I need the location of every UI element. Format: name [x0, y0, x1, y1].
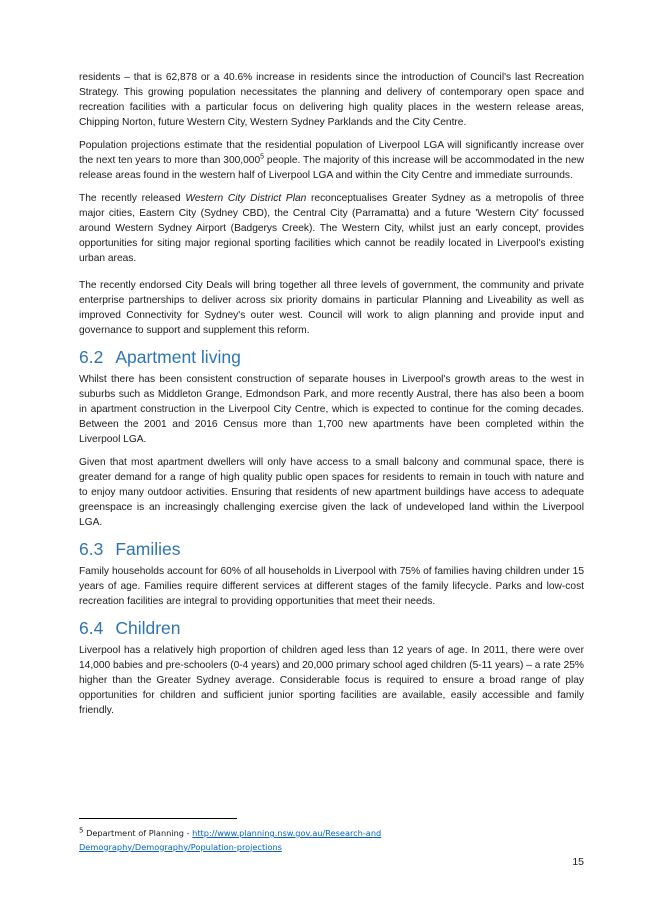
- paragraph-apartment-greenspace: Given that most apartment dwellers will only have access to a small balcony and communal space, there is greater demand for a range of high quality public open spaces for residents to remain in touch with nature and to enjoy many outdoor activities. Ensuring that residents of new apartment buildings have access to adequate greenspace is an increasingly challenging exercise given the lack of undeveloped land within the Liverpool LGA.: [79, 457, 584, 528]
- paragraph-text: The recently released: [79, 193, 186, 204]
- footnote-link[interactable]: http://www.planning.nsw.gov.au/Research-and Demography/Demography/Population-projections: [79, 828, 382, 852]
- paragraph-population-growth: residents – that is 62,878 or a 40.6% increase in residents since the introduction of Council's last Recreation Strategy. This growing population necessitates the planning and delivery of contemporary open space and recreation facilities with a particular focus on delivering high quality places in the western release areas, Chipping Norton, future Western City, Western Sydney Parklands and the City Centre.: [79, 72, 584, 128]
- footnote-marker: 5: [79, 826, 84, 835]
- page-number: 15: [572, 856, 584, 868]
- section-heading-apartment-living: [79, 346, 584, 368]
- paragraph-families: Family households account for 60% of all households in Liverpool with 75% of families having children under 15 years of age. Families require different services at different stages of the family lifecycle. Parks and low-cost recreation facilities are integral to providing opportunities that meet their needs.: [79, 566, 584, 607]
- section-heading-children: [79, 617, 584, 639]
- paragraph-children: Liverpool has a relatively high proportion of children aged less than 12 years of age. In 2011, there were over 14,000 babies and pre-schoolers (0-4 years) and 20,000 primary school aged children (5-11 years) – a rate 25% higher than the Greater Sydney average. Considerable focus is required to ensure a broad range of play opportunities for children and sufficient junior sporting facilities are available, easily accessible and family friendly.: [79, 645, 584, 716]
- paragraph-apartment-construction: Whilst there has been consistent construction of separate houses in Liverpool's growth areas to the west in suburbs such as Middleton Grange, Edmondson Park, and more recently Austral, there has also been a boom in apartment construction in the Liverpool City Centre, which is expected to continue for the coming decades. Between the 2001 and 2016 Census more than 1,700 new apartments have been completed within the Liverpool LGA.: [79, 374, 584, 445]
- footnote-divider: [79, 818, 237, 819]
- plan-title-italic: Western City District Plan: [185, 193, 307, 204]
- footnote: [79, 827, 584, 854]
- page-content: [79, 70, 584, 726]
- paragraph-text: people. The majority of this increase will be accommodated in the new release areas found in the western half of Liverpool LGA and within the City Centre and immediate surrounds.: [79, 155, 584, 181]
- section-heading-families: [79, 538, 584, 560]
- footnote-text: Department of Planning -: [83, 828, 193, 838]
- paragraph-text: reconceptualises Greater Sydney as a metropolis of three major cities, Eastern City (Sydney CBD), the Central City (Parramatta) and a future 'Western City' focussed around Western Sydney Airport (Badgerys Creek). The Western City, whilst just an early concept, provides opportunities for siting major regional sporting facilities which cannot be readily located in Liverpool's existing urban areas.: [79, 193, 585, 264]
- paragraph-city-deals: The recently endorsed City Deals will bring together all three levels of government, the community and private enterprise partnerships to deliver across six priority domains in particular Planning and Liveability as well as improved Connectivity for Sydney's outer west. Council will work to align planning and provide input and governance to support and supplement this reform.: [79, 280, 584, 336]
- paragraph-district-plan: [79, 191, 584, 266]
- paragraph-text: Population projections estimate that the residential population of Liverpool LGA will significantly increase over the next ten years to more than 300,000: [79, 140, 584, 166]
- footnote-reference[interactable]: 5: [260, 153, 265, 161]
- paragraph-population-projections: [79, 138, 584, 183]
- section-title: Families: [115, 539, 181, 559]
- section-number: 6.2: [79, 347, 104, 367]
- section-number: 6.4: [79, 618, 104, 638]
- section-number: 6.3: [79, 539, 104, 559]
- section-title: Apartment living: [115, 347, 241, 367]
- section-title: Children: [115, 618, 181, 638]
